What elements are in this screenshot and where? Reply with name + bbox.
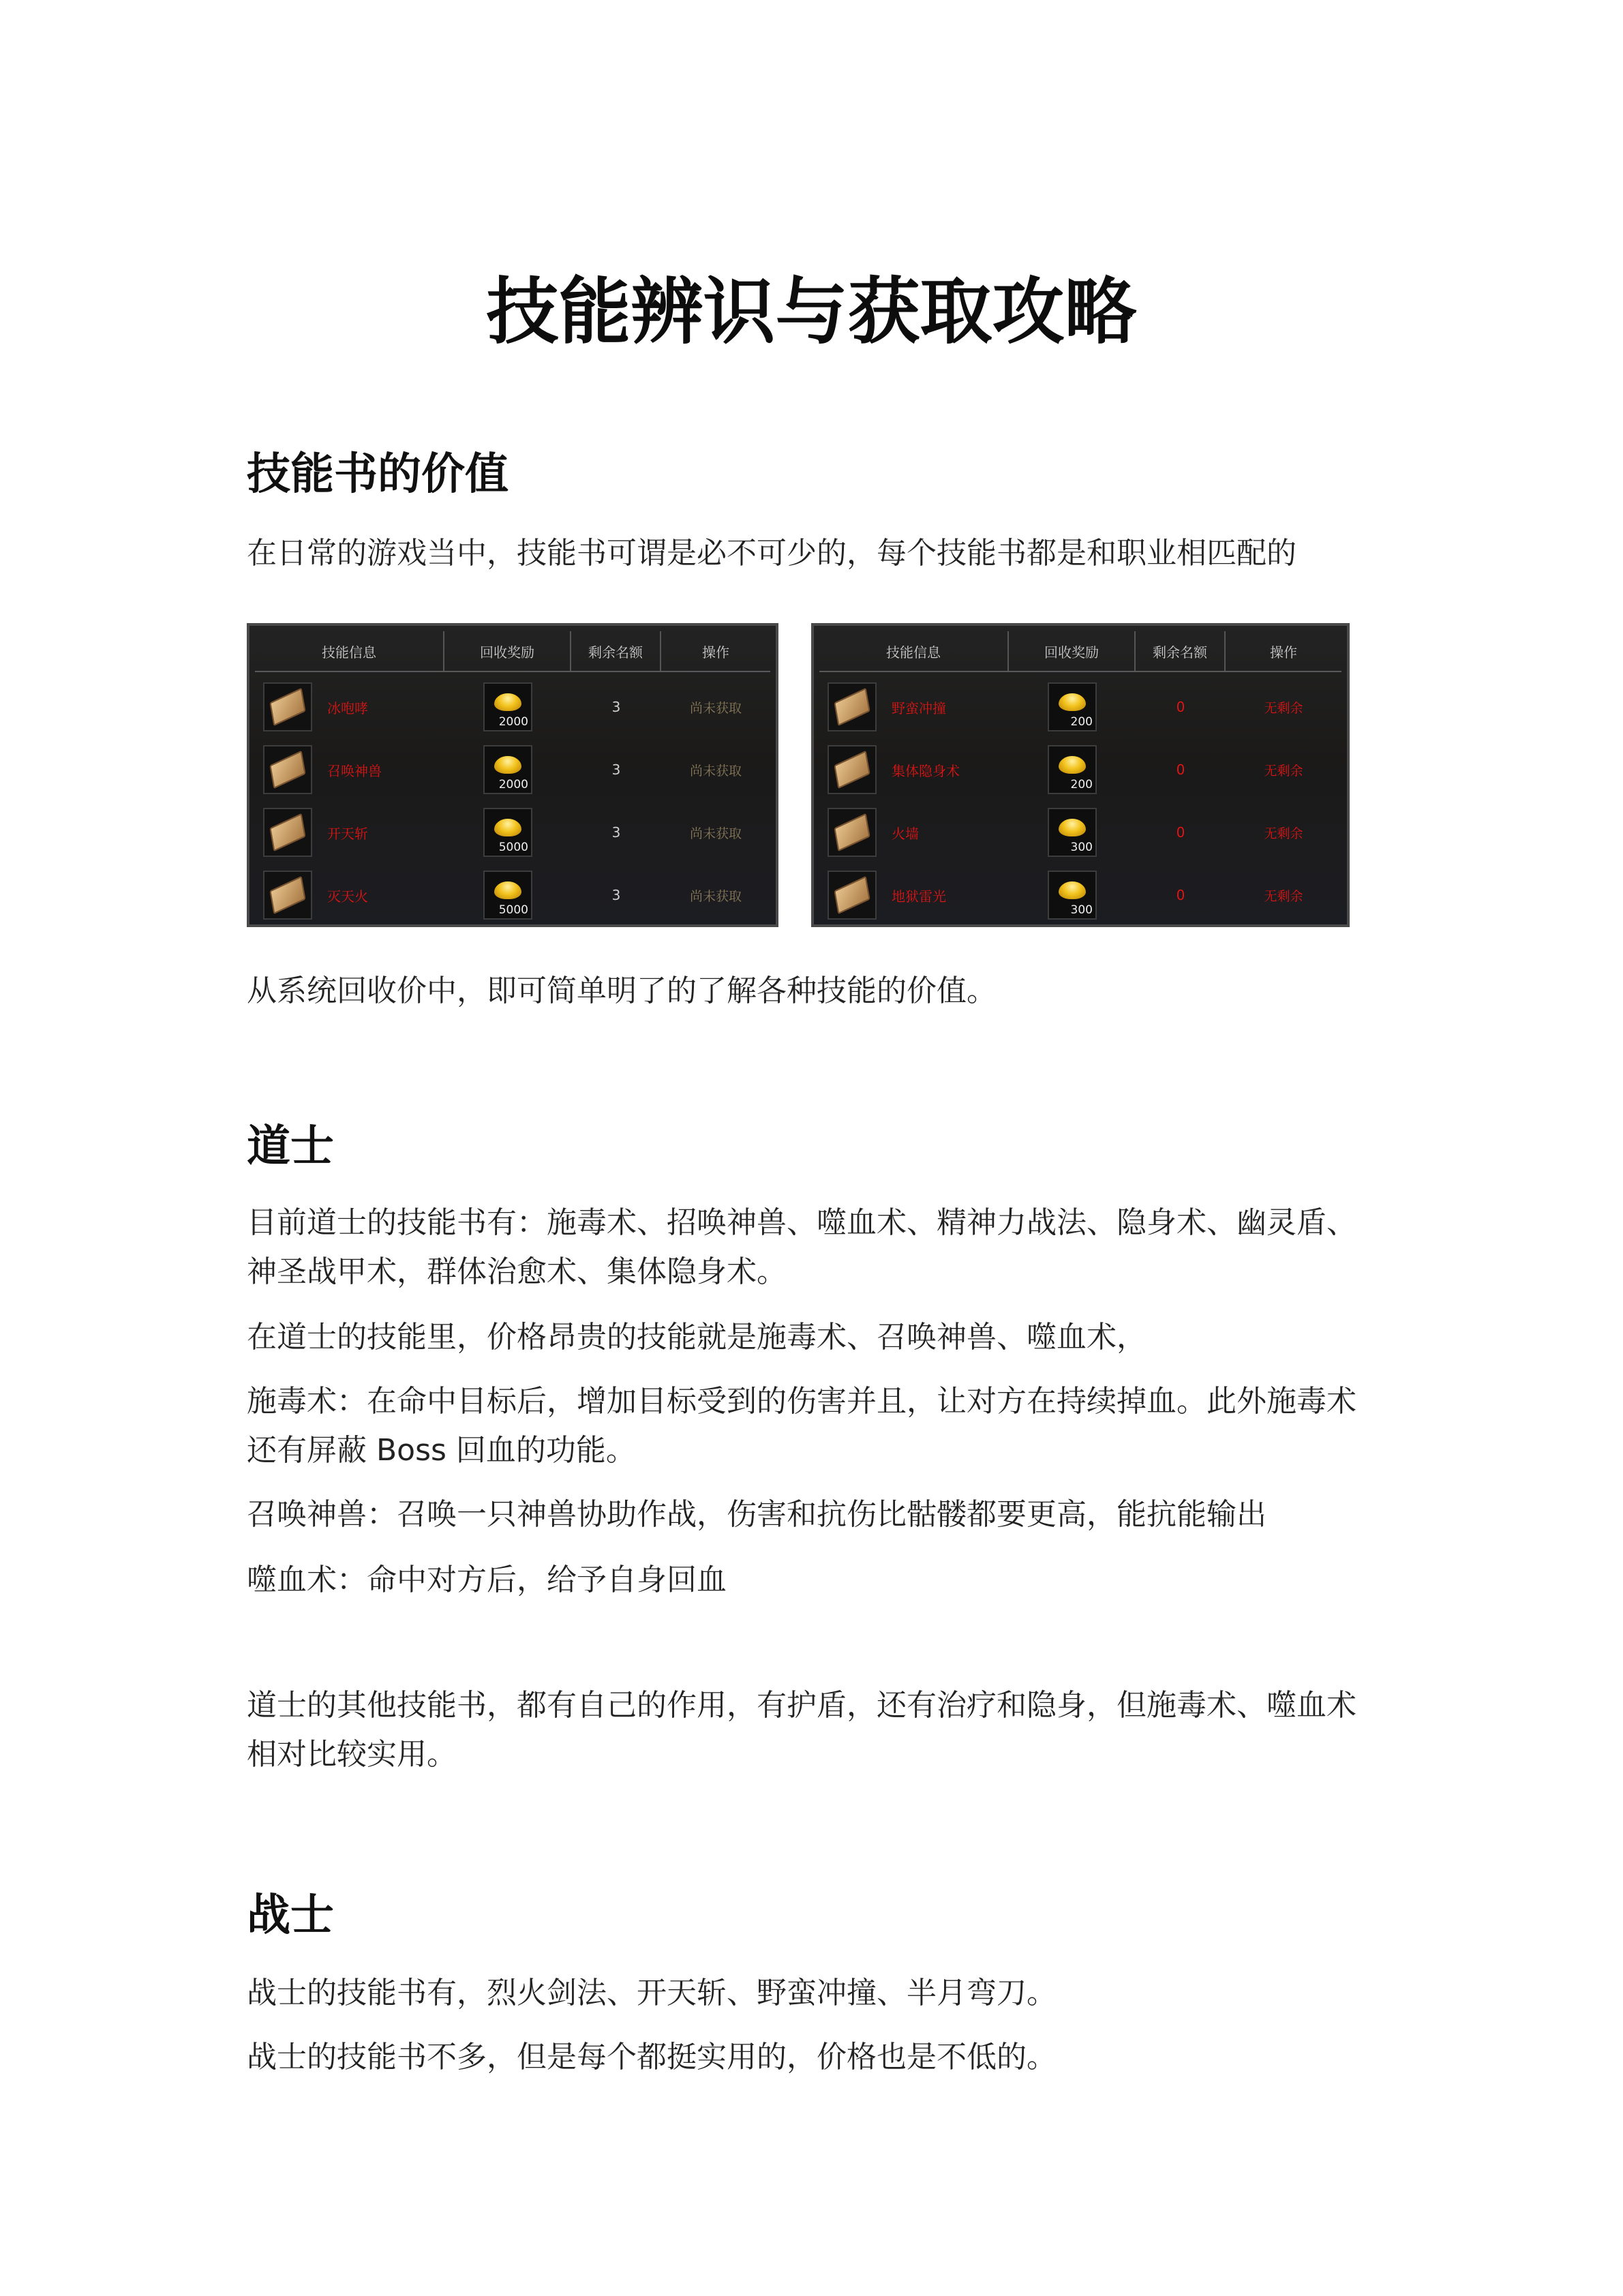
reward-amount: 300 (1070, 841, 1093, 854)
action-status: 尚未获取 (689, 888, 742, 904)
table-row (819, 864, 1341, 926)
skill-book-icon (828, 871, 877, 920)
skill-name: 地狱雷光 (892, 888, 946, 905)
remaining-count: 0 (1176, 887, 1185, 903)
table-row (255, 802, 770, 863)
reward-amount: 5000 (498, 841, 528, 854)
skill-book-icon (263, 871, 312, 920)
table-row (255, 864, 770, 926)
skill-name: 召唤神兽 (327, 762, 382, 779)
skill-book-icon (263, 808, 312, 857)
section-heading-taoist: 道士 (247, 1121, 334, 1172)
gold-ingot-icon (1048, 682, 1097, 731)
reward-amount: 2000 (498, 778, 528, 791)
reward-amount: 2000 (498, 715, 528, 729)
skill-book-icon (828, 745, 877, 794)
skill-name: 灭天火 (327, 888, 368, 905)
paragraph-warrior-1: 战士的技能书有，烈火剑法、开天斩、野蛮冲撞、半月弯刀。 (247, 1976, 1057, 2010)
action-status: 尚未获取 (689, 700, 742, 716)
skill-name: 开天斩 (327, 825, 368, 842)
gold-ingot-icon (483, 871, 532, 920)
header-remaining: 剩余名额 (1136, 631, 1226, 671)
table-row (255, 739, 770, 800)
section-heading-value: 技能书的价值 (247, 449, 509, 500)
reward-amount: 5000 (498, 903, 528, 917)
paragraph-taoist-6: 道士的其他技能书，都有自己的作用，有护盾，还有治疗和隐身，但施毒术、噬血术相对比较实用。 (247, 1688, 1356, 1772)
paragraph-taoist-5: 噬血术：命中对方后，给予自身回血 (247, 1562, 727, 1597)
skill-book-icon (263, 745, 312, 794)
paragraph-taoist-3: 施毒术：在命中目标后，增加目标受到的伤害并且，让对方在持续掉血。此外施毒术还有屏蔽 Boss 回血的功能。 (247, 1384, 1356, 1468)
paragraph-taoist-1: 目前道士的技能书有：施毒术、招唤神兽、噬血术、精神力战法、隐身术、幽灵盾、神圣战甲术，群体治愈术、集体隐身术。 (247, 1205, 1356, 1289)
reward-amount: 200 (1070, 715, 1093, 729)
table-row (819, 802, 1341, 863)
paragraph-after-panels: 从系统回收价中，即可简单明了的了解各种技能的价值。 (247, 973, 997, 1008)
header-skill-info: 技能信息 (255, 631, 444, 671)
header-reward: 回收奖励 (444, 631, 571, 671)
action-status: 无剩余 (1264, 763, 1303, 779)
remaining-count: 3 (611, 761, 621, 778)
skill-name: 集体隐身术 (892, 762, 960, 779)
paragraph-warrior-2: 战士的技能书不多，但是每个都挺实用的，价格也是不低的。 (247, 2040, 1057, 2074)
reward-amount: 300 (1070, 903, 1093, 917)
gold-ingot-icon (483, 682, 532, 731)
table-row (255, 676, 770, 738)
remaining-count: 0 (1176, 824, 1185, 841)
section-heading-warrior: 战士 (247, 1890, 334, 1941)
skill-book-icon (828, 808, 877, 857)
skill-name: 冰咆哮 (327, 699, 368, 716)
panel-header (255, 631, 770, 672)
remaining-count: 3 (611, 824, 621, 841)
skill-book-icon (263, 682, 312, 731)
table-row (819, 739, 1341, 800)
gold-ingot-icon (483, 745, 532, 794)
recycle-panel-right (811, 623, 1350, 927)
skill-book-icon (828, 682, 877, 731)
paragraph-taoist-2: 在道士的技能里，价格昂贵的技能就是施毒术、召唤神兽、噬血术， (247, 1320, 1147, 1355)
gold-ingot-icon (1048, 808, 1097, 857)
reward-amount: 200 (1070, 778, 1093, 791)
remaining-count: 0 (1176, 699, 1185, 715)
action-status: 无剩余 (1264, 888, 1303, 904)
panel-header (819, 631, 1341, 672)
skill-name: 野蛮冲撞 (892, 699, 946, 716)
header-reward: 回收奖励 (1009, 631, 1136, 671)
table-row (819, 676, 1341, 738)
page-title: 技能辨识与获取攻略 (486, 270, 1137, 354)
skill-name: 火墙 (892, 825, 919, 842)
action-status: 无剩余 (1264, 826, 1303, 841)
action-status: 尚未获取 (689, 826, 742, 841)
remaining-count: 3 (611, 887, 621, 903)
recycle-panel-left (247, 623, 778, 927)
gold-ingot-icon (1048, 871, 1097, 920)
header-remaining: 剩余名额 (571, 631, 661, 671)
header-skill-info: 技能信息 (819, 631, 1009, 671)
action-status: 无剩余 (1264, 700, 1303, 716)
header-action: 操作 (702, 644, 729, 661)
paragraph-taoist-4: 召唤神兽：召唤一只神兽协助作战，伤害和抗伤比骷髅都要更高，能抗能输出 (247, 1497, 1266, 1532)
remaining-count: 0 (1176, 761, 1185, 778)
gold-ingot-icon (483, 808, 532, 857)
gold-ingot-icon (1048, 745, 1097, 794)
remaining-count: 3 (611, 699, 621, 715)
action-status: 尚未获取 (689, 763, 742, 779)
paragraph-intro: 在日常的游戏当中，技能书可谓是必不可少的，每个技能书都是和职业相匹配的 (247, 536, 1296, 571)
header-action: 操作 (1270, 644, 1297, 661)
